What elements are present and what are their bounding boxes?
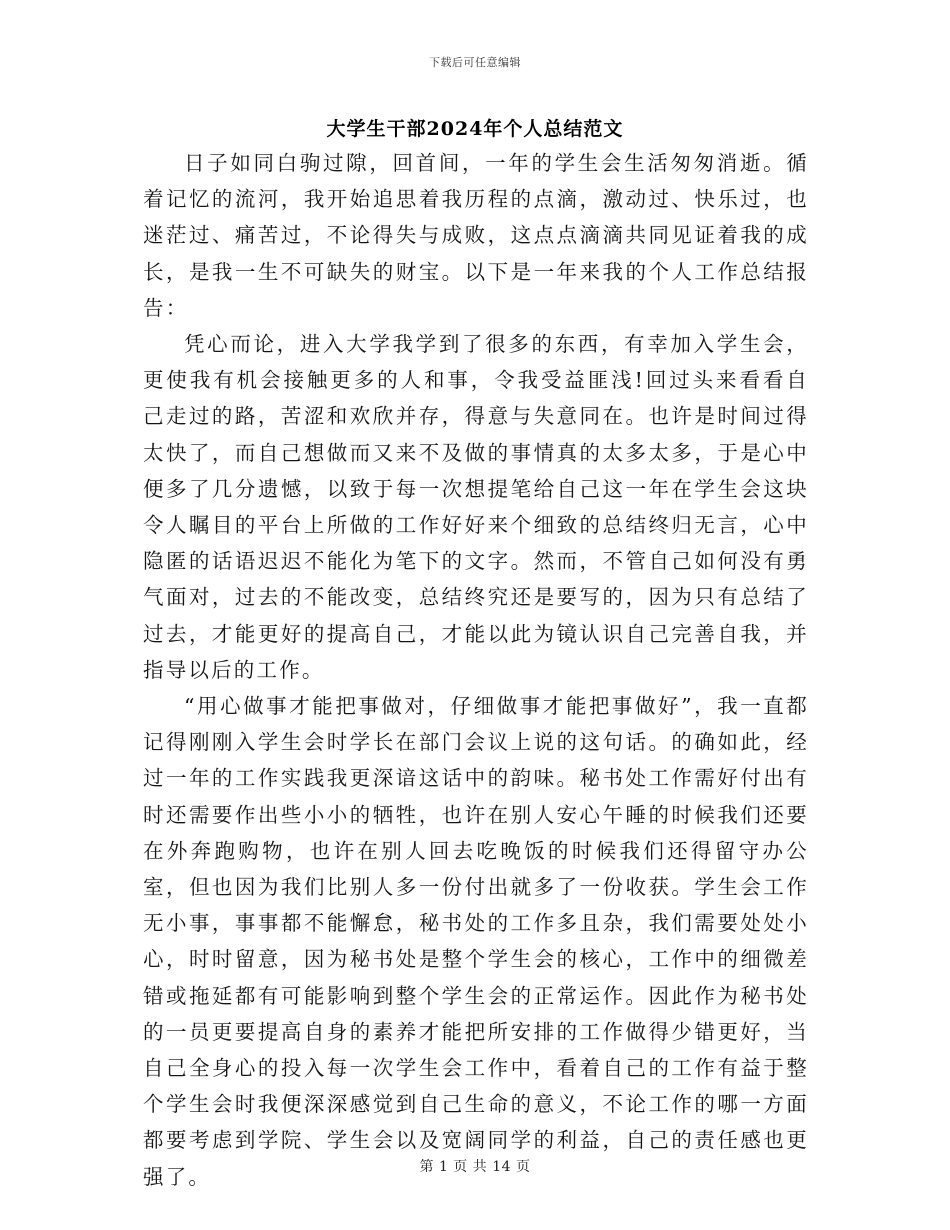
document-body	[143, 145, 809, 1195]
page-number-footer: 第 1 页 共 14 页	[419, 1159, 531, 1175]
paragraph-2: 凭心而论，进入大学我学到了很多的东西，有幸加入学生会，更使我有机会接触更多的人和事，令我受益匪浅!回过头来看看自己走过的路，苦涩和欢欣并存，得意与失意同在。也许是时间过得太快了，而自己想做而又来不及做的事情真的太多太多，于是心中便多了几分遗憾，以致于每一次想提笔给自己这一年在学生会这块令人瞩目的平台上所做的工作好好来个细致的总结终归无言，心中隐匿的话语迟迟不能化为笔下的文字。然而，不管自己如何没有勇气面对，过去的不能改变，总结终究还是要写的，因为只有总结了过去，才能更好的提高自己，才能以此为镜认识自己完善自我，并指导以后的工作。	[143, 332, 809, 682]
document-title: 大学生干部2024年个人总结范文	[326, 118, 624, 140]
paragraph-1: 日子如同白驹过隙，回首间，一年的学生会生活匆匆消逝。循着记忆的流河，我开始追思着我历程的点滴，激动过、快乐过，也迷茫过、痛苦过，不论得失与成败，这点点滴滴共同见证着我的成长，是我一生不可缺失的财宝。以下是一年来我的个人工作总结报告：	[143, 151, 809, 320]
header-note: 下载后可任意编辑	[429, 56, 521, 69]
paragraph-3: “用心做事才能把事做对，仔细做事才能把事做好”，我一直都记得刚刚入学生会时学长在部门会议上说的这句话。的确如此，经过一年的工作实践我更深谙这话中的韵味。秘书处工作需好付出有时还需要作出些小小的牺牲，也许在别人安心午睡的时候我们还要在外奔跑购物，也许在别人回去吃晚饭的时候我们还得留守办公室，但也因为我们比别人多一份付出就多了一份收获。学生会工作无小事，事事都不能懈怠，秘书处的工作多且杂，我们需要处处小心，时时留意，因为秘书处是整个学生会的核心，工作中的细微差错或拖延都有可能影响到整个学生会的正常运作。因此作为秘书处的一员更要提高自身的素养才能把所安排的工作做得少错更好，当自己全身心的投入每一次学生会工作中，看着自己的工作有益于整个学生会时我便深深感觉到自己生命的意义，不论工作的哪一方面都要考虑到学院、学生会以及宽阔同学的利益，自己的责任感也更强了。	[143, 694, 809, 1189]
